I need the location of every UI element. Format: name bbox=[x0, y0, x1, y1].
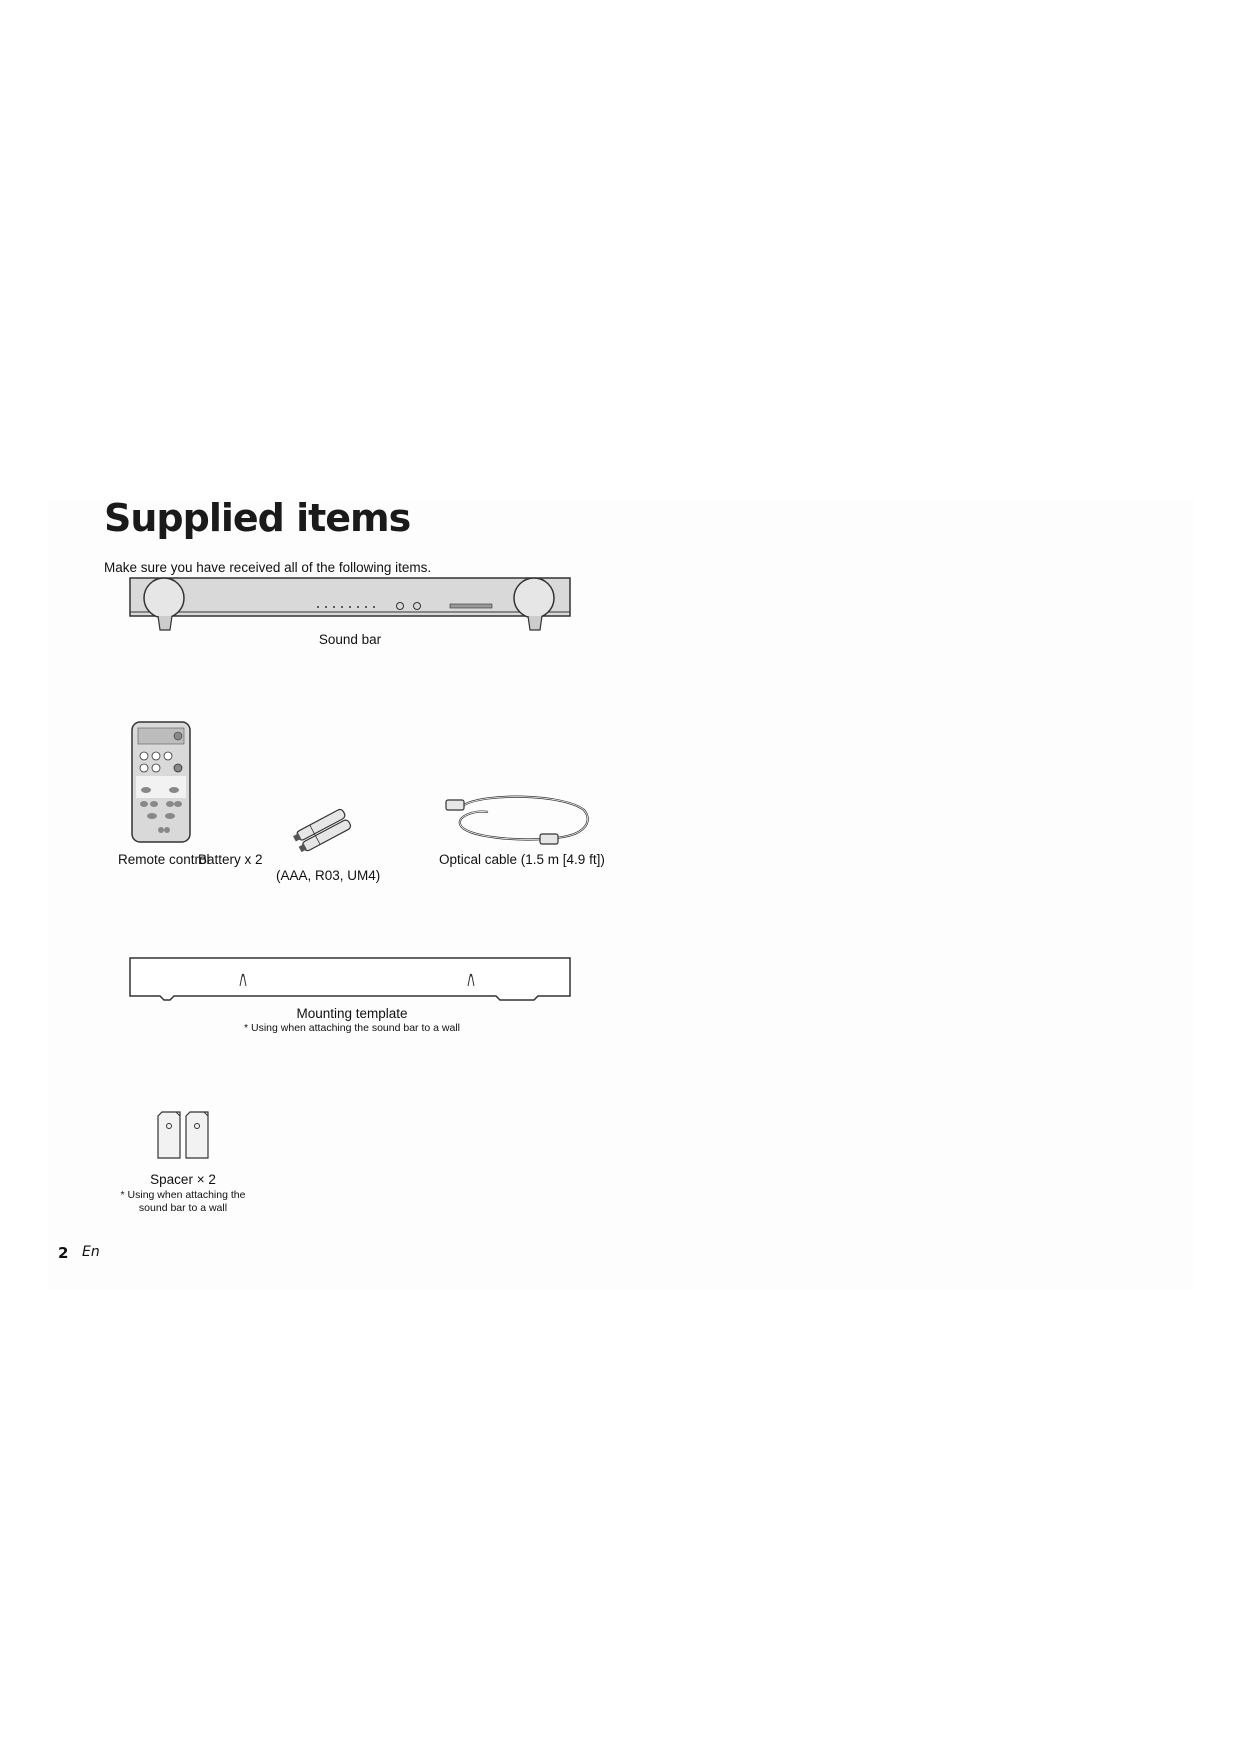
spacer-note-line2: sound bar to a wall bbox=[138, 1202, 228, 1214]
battery-label: Battery x 2 bbox=[198, 852, 263, 867]
spacer-label: Spacer × 2 bbox=[150, 1172, 216, 1187]
sound-bar-label: Sound bar bbox=[318, 632, 382, 647]
remote-control-icon bbox=[130, 720, 192, 844]
spacer-icon bbox=[156, 1110, 216, 1162]
mounting-template-icon bbox=[128, 956, 574, 1006]
optical-cable-label: Optical cable (1.5 m [4.9 ft]) bbox=[439, 852, 605, 867]
mounting-template-note: * Using when attaching the sound bar to a wall bbox=[244, 1022, 460, 1034]
remote-control-label: Remote control bbox=[118, 852, 210, 867]
mounting-template-label: Mounting template bbox=[296, 1006, 408, 1021]
battery-sublabel: (AAA, R03, UM4) bbox=[276, 868, 381, 883]
page-title: Supplied items bbox=[104, 496, 411, 540]
intro-text: Make sure you have received all of the following items. bbox=[104, 560, 432, 575]
optical-cable-icon bbox=[444, 790, 592, 852]
page-language: En bbox=[82, 1244, 100, 1260]
sound-bar-icon bbox=[128, 576, 574, 636]
battery-icon bbox=[290, 806, 362, 854]
page-number: 2 bbox=[58, 1244, 69, 1262]
spacer-note-line1: * Using when attaching the bbox=[120, 1189, 246, 1201]
